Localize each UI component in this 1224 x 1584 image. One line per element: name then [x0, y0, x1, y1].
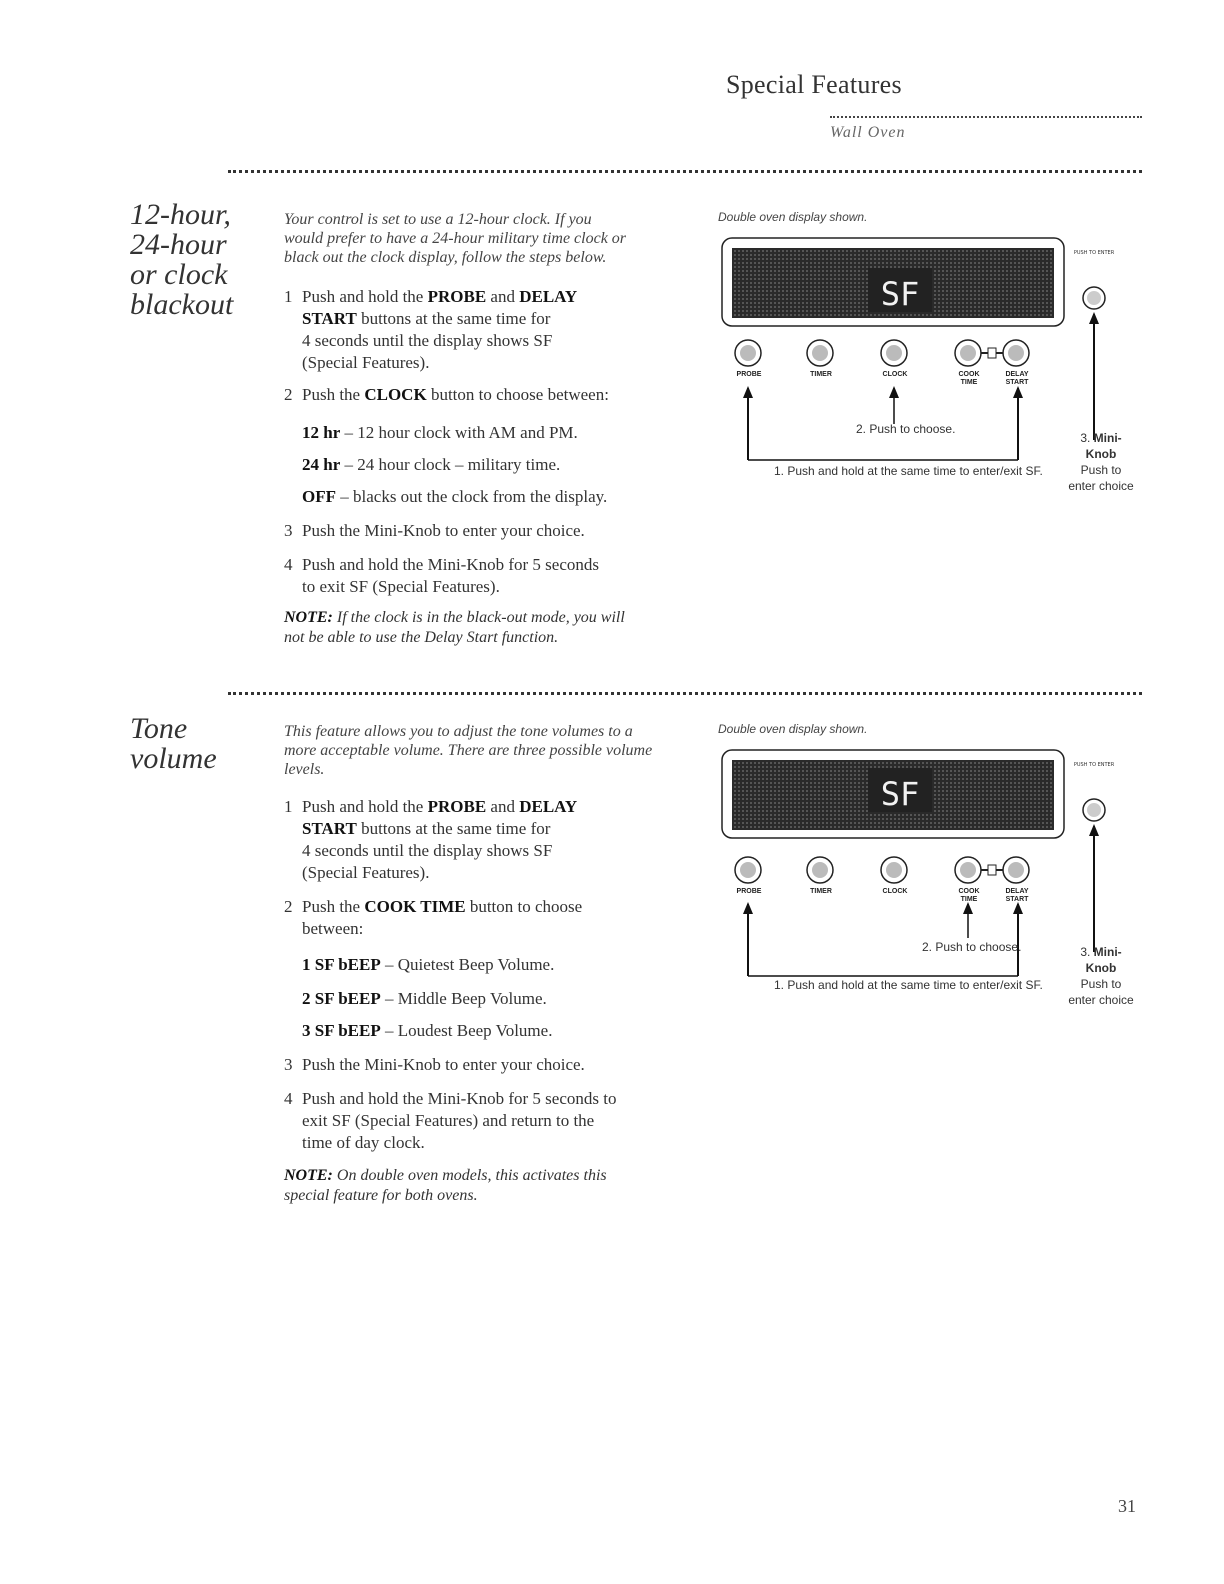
clock-label: CLOCK	[882, 888, 908, 895]
step-4: 4 Push and hold the Mini-Knob for 5 seconds to exit SF (Special Features).	[284, 555, 600, 596]
delay-start-label: DELAY START	[1005, 888, 1029, 903]
page-title: Special Features	[726, 70, 902, 99]
page-number: 31	[1118, 1496, 1136, 1516]
cook-time-button[interactable]	[955, 340, 981, 366]
note: NOTE: On double oven models, this activates this special feature for both ovens.	[284, 1167, 607, 1204]
probe-label: PROBE	[736, 371, 762, 378]
lock-icon	[981, 865, 1003, 875]
section-intro: This feature allows you to adjust the tone volumes to a more acceptable volume. There are three possible volume levels.	[284, 723, 653, 778]
clock-button[interactable]	[881, 340, 907, 366]
cook-time-button[interactable]	[955, 857, 981, 883]
steps-list	[284, 286, 724, 666]
cook-time-label: COOK TIME	[958, 371, 980, 386]
timer-label: TIMER	[810, 888, 832, 895]
delay-start-button[interactable]	[1003, 340, 1029, 366]
lock-icon	[981, 348, 1003, 358]
control-panel-diagram	[718, 210, 1148, 510]
step-2: 2 Push the CLOCK button to choose between:	[284, 385, 609, 404]
display-readout: SF	[880, 775, 920, 813]
option-item: 1 SF bEEP – Quietest Beep Volume.	[302, 955, 555, 974]
timer-button[interactable]	[807, 340, 833, 366]
note: NOTE: If the clock is in the black-out mode, you will not be able to use the Delay Start function.	[284, 609, 625, 646]
option-item: 3 SF bEEP – Loudest Beep Volume.	[302, 1021, 553, 1040]
probe-button[interactable]	[735, 857, 761, 883]
probe-label: PROBE	[736, 888, 762, 895]
control-panel-diagram	[718, 722, 1148, 1022]
step-1-label: 1. Push and hold at the same time to enter/exit SF.	[774, 978, 1043, 992]
timer-button[interactable]	[807, 857, 833, 883]
page-subtitle: Wall Oven	[830, 124, 906, 141]
section-title-clock: 12-hour, 24-hour or clock blackout	[130, 198, 234, 321]
step-1: 1 Push and hold the PROBE and DELAY START buttons at the same time for 4 seconds until the display shows SF (Special Features).	[284, 287, 578, 372]
cook-time-label: COOK TIME	[958, 888, 980, 903]
clock-label: CLOCK	[882, 371, 908, 378]
step-3-label: 3. Mini- Knob Push to enter choice	[1068, 945, 1134, 1007]
step-1-label: 1. Push and hold at the same time to enter/exit SF.	[774, 464, 1043, 478]
header-divider	[830, 116, 1142, 118]
knob-caption: PUSH TO ENTER	[1073, 250, 1115, 256]
section-divider	[228, 692, 1142, 695]
probe-button[interactable]	[735, 340, 761, 366]
delay-start-button[interactable]	[1003, 857, 1029, 883]
step-4: 4 Push and hold the Mini-Knob for 5 seconds to exit SF (Special Features) and return to the time of day clock.	[284, 1089, 617, 1152]
diagram-caption: Double oven display shown.	[718, 210, 868, 224]
step-3-label: 3. Mini- Knob Push to enter choice	[1068, 431, 1134, 493]
option-item: 24 hr – 24 hour clock – military time.	[302, 455, 561, 474]
step-2: 2 Push the COOK TIME button to choose between:	[284, 897, 583, 938]
diagram-caption: Double oven display shown.	[718, 722, 868, 736]
section-intro: Your control is set to use a 12-hour clock. If you would prefer to have a 24-hour military time clock or black out the clock display, follow the steps below.	[284, 211, 627, 266]
option-item: 12 hr – 12 hour clock with AM and PM.	[302, 423, 578, 442]
option-item: OFF – blacks out the clock from the display.	[302, 487, 608, 506]
knob-caption: PUSH TO ENTER	[1073, 762, 1115, 768]
delay-start-label: DELAY START	[1005, 371, 1029, 386]
section-divider	[228, 170, 1142, 173]
step-1: 1 Push and hold the PROBE and DELAY START buttons at the same time for 4 seconds until the display shows SF (Special Features).	[284, 797, 578, 882]
timer-label: TIMER	[810, 371, 832, 378]
option-item: 2 SF bEEP – Middle Beep Volume.	[302, 989, 547, 1008]
steps-list	[284, 796, 724, 1226]
section-title-tone: Tone volume	[130, 712, 217, 775]
step-3: 3 Push the Mini-Knob to enter your choice.	[284, 521, 585, 540]
step-3: 3 Push the Mini-Knob to enter your choice.	[284, 1055, 585, 1074]
step-2-label: 2. Push to choose.	[856, 422, 956, 436]
clock-button[interactable]	[881, 857, 907, 883]
display-readout: SF	[880, 275, 920, 313]
step-2-label: 2. Push to choose.	[922, 940, 1022, 954]
